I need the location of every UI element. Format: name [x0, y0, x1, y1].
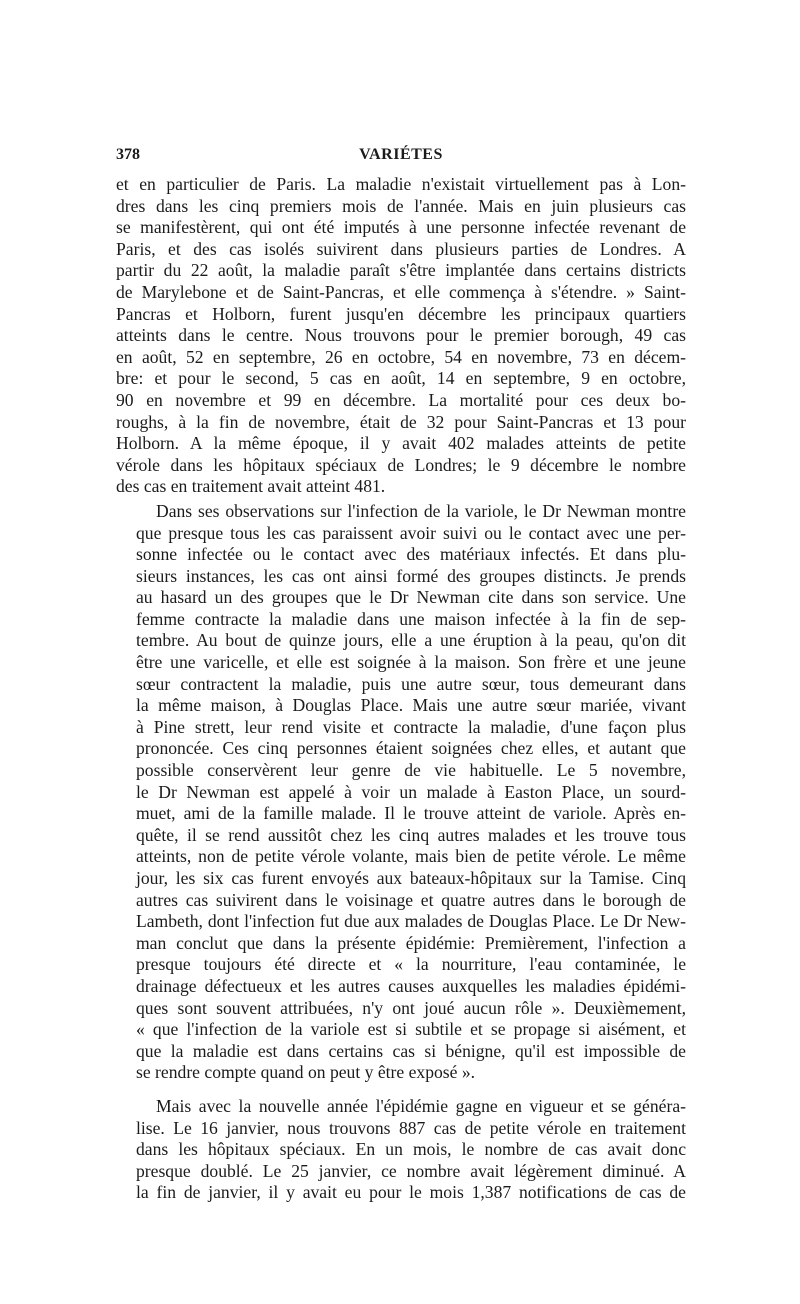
- text-line: muet, ami de la famille malade. Il le trouve atteint de variole. Après en-: [136, 803, 686, 824]
- paragraph-1: [116, 174, 686, 498]
- paragraph-2: [116, 501, 686, 1084]
- text-line: possible conservèrent leur genre de vie habituelle. Le 5 novembre,: [136, 760, 686, 781]
- text-line: sœur contractent la maladie, puis une autre sœur, tous demeurant dans: [136, 673, 686, 694]
- text-line: que presque tous les cas paraissent avoir suivi ou le contact avec une per-: [136, 522, 686, 543]
- text-line: quête, il se rend aussitôt chez les cinq autres malades et les trouve tous: [136, 824, 686, 845]
- text-line: dres dans les cinq premiers mois de l'année. Mais en juin plusieurs cas: [116, 195, 686, 216]
- text-line: Pancras et Holborn, furent jusqu'en décembre les principaux quartiers: [116, 303, 686, 324]
- text-line: bre: et pour le second, 5 cas en août, 14 en septembre, 9 en octobre,: [116, 368, 686, 389]
- paragraph-3: [116, 1096, 686, 1204]
- text-line: femme contracte la maladie dans une maison infectée à la fin de sep-: [136, 608, 686, 629]
- text-line: à Pine strett, leur rend visite et contracte la maladie, d'une façon plus: [136, 716, 686, 737]
- text-line: dans les hôpitaux spéciaux. En un mois, le nombre de cas avait donc: [136, 1139, 686, 1160]
- text-line: drainage défectueux et les autres causes auxquelles les maladies épidémi-: [136, 975, 686, 996]
- text-line: se manifestèrent, qui ont été imputés à une personne infectée revenant de: [116, 217, 686, 238]
- text-line: ques sont souvent attribuées, n'y ont joué aucun rôle ». Deuxièmement,: [136, 997, 686, 1018]
- text-line: de Marylebone et de Saint-Pancras, et elle commença à s'étendre. » Saint-: [116, 281, 686, 302]
- text-line: en août, 52 en septembre, 26 en octobre, 54 en novembre, 73 en décem-: [116, 346, 686, 367]
- body-text: [116, 174, 686, 1204]
- page-number: 378: [116, 146, 140, 163]
- text-line: autres cas suivirent dans le voisinage et quatre autres dans le borough de: [136, 889, 686, 910]
- text-line: sonne infectée ou le contact avec des matériaux infectés. Et dans plu-: [136, 544, 686, 565]
- text-line: Lambeth, dont l'infection fut due aux malades de Douglas Place. Le Dr New-: [136, 911, 686, 932]
- text-line: que la maladie est dans certains cas si bénigne, qu'il est impossible de: [136, 1040, 686, 1061]
- text-line: et en particulier de Paris. La maladie n'existait virtuellement pas à Lon-: [116, 174, 686, 194]
- text-line: au hasard un des groupes que le Dr Newman cite dans son service. Une: [136, 587, 686, 608]
- text-line: roughs, à la fin de novembre, était de 32 pour Saint-Pancras et 13 pour: [116, 411, 686, 432]
- text-line: atteints dans le centre. Nous trouvons pour le premier borough, 49 cas: [116, 325, 686, 346]
- text-line: man conclut que dans la présente épidémie: Premièrement, l'infection a: [136, 932, 686, 953]
- text-line: Mais avec la nouvelle année l'épidémie gagne en vigueur et se généra-: [156, 1095, 686, 1116]
- text-line: tembre. Au bout de quinze jours, elle a une éruption à la peau, qu'on dit: [136, 630, 686, 651]
- text-line: atteints, non de petite vérole volante, mais bien de petite vérole. Le même: [136, 846, 686, 867]
- text-line: se rendre compte quand on peut y être exposé ».: [136, 1062, 476, 1083]
- text-line: jour, les six cas furent envoyés aux bateaux-hôpitaux sur la Tamise. Cinq: [136, 868, 686, 888]
- text-line: sieurs instances, les cas ont ainsi formé des groupes distincts. Je prends: [136, 565, 686, 586]
- text-line: Paris, et des cas isolés suivirent dans plusieurs parties de Londres. A: [116, 238, 686, 259]
- running-title: VARIÉTES: [359, 146, 443, 163]
- text-line: Dans ses observations sur l'infection de la variole, le Dr Newman montre: [156, 500, 686, 521]
- text-line: lise. Le 16 janvier, nous trouvons 887 cas de petite vérole en traitement: [136, 1117, 686, 1138]
- text-line: presque doublé. Le 25 janvier, ce nombre avait légèrement diminué. A: [136, 1160, 686, 1181]
- text-line: des cas en traitement avait atteint 481.: [116, 476, 386, 497]
- running-head: [116, 140, 686, 166]
- text-line: partir du 22 août, la maladie paraît s'être implantée dans certains districts: [116, 260, 686, 281]
- text-line: la fin de janvier, il y avait eu pour le mois 1,387 notifications de cas de: [136, 1182, 686, 1203]
- text-line: Holborn. A la même époque, il y avait 402 malades atteints de petite: [116, 433, 686, 454]
- text-line: « que l'infection de la variole est si subtile et se propage si aisément, et: [136, 1019, 686, 1040]
- text-line: vérole dans les hôpitaux spéciaux de Londres; le 9 décembre le nombre: [116, 454, 686, 475]
- text-line: être une varicelle, et elle est soignée à la maison. Son frère et une jeune: [136, 652, 686, 673]
- text-line: 90 en novembre et 99 en décembre. La mortalité pour ces deux bo-: [116, 389, 686, 410]
- text-line: le Dr Newman est appelé à voir un malade à Easton Place, un sourd-: [136, 781, 686, 802]
- text-line: prononcée. Ces cinq personnes étaient soignées chez elles, et autant que: [136, 738, 686, 759]
- page: [116, 140, 686, 1204]
- text-line: presque toujours été directe et « la nourriture, l'eau contaminée, le: [136, 954, 686, 975]
- text-line: la même maison, à Douglas Place. Mais une autre sœur mariée, vivant: [136, 695, 686, 716]
